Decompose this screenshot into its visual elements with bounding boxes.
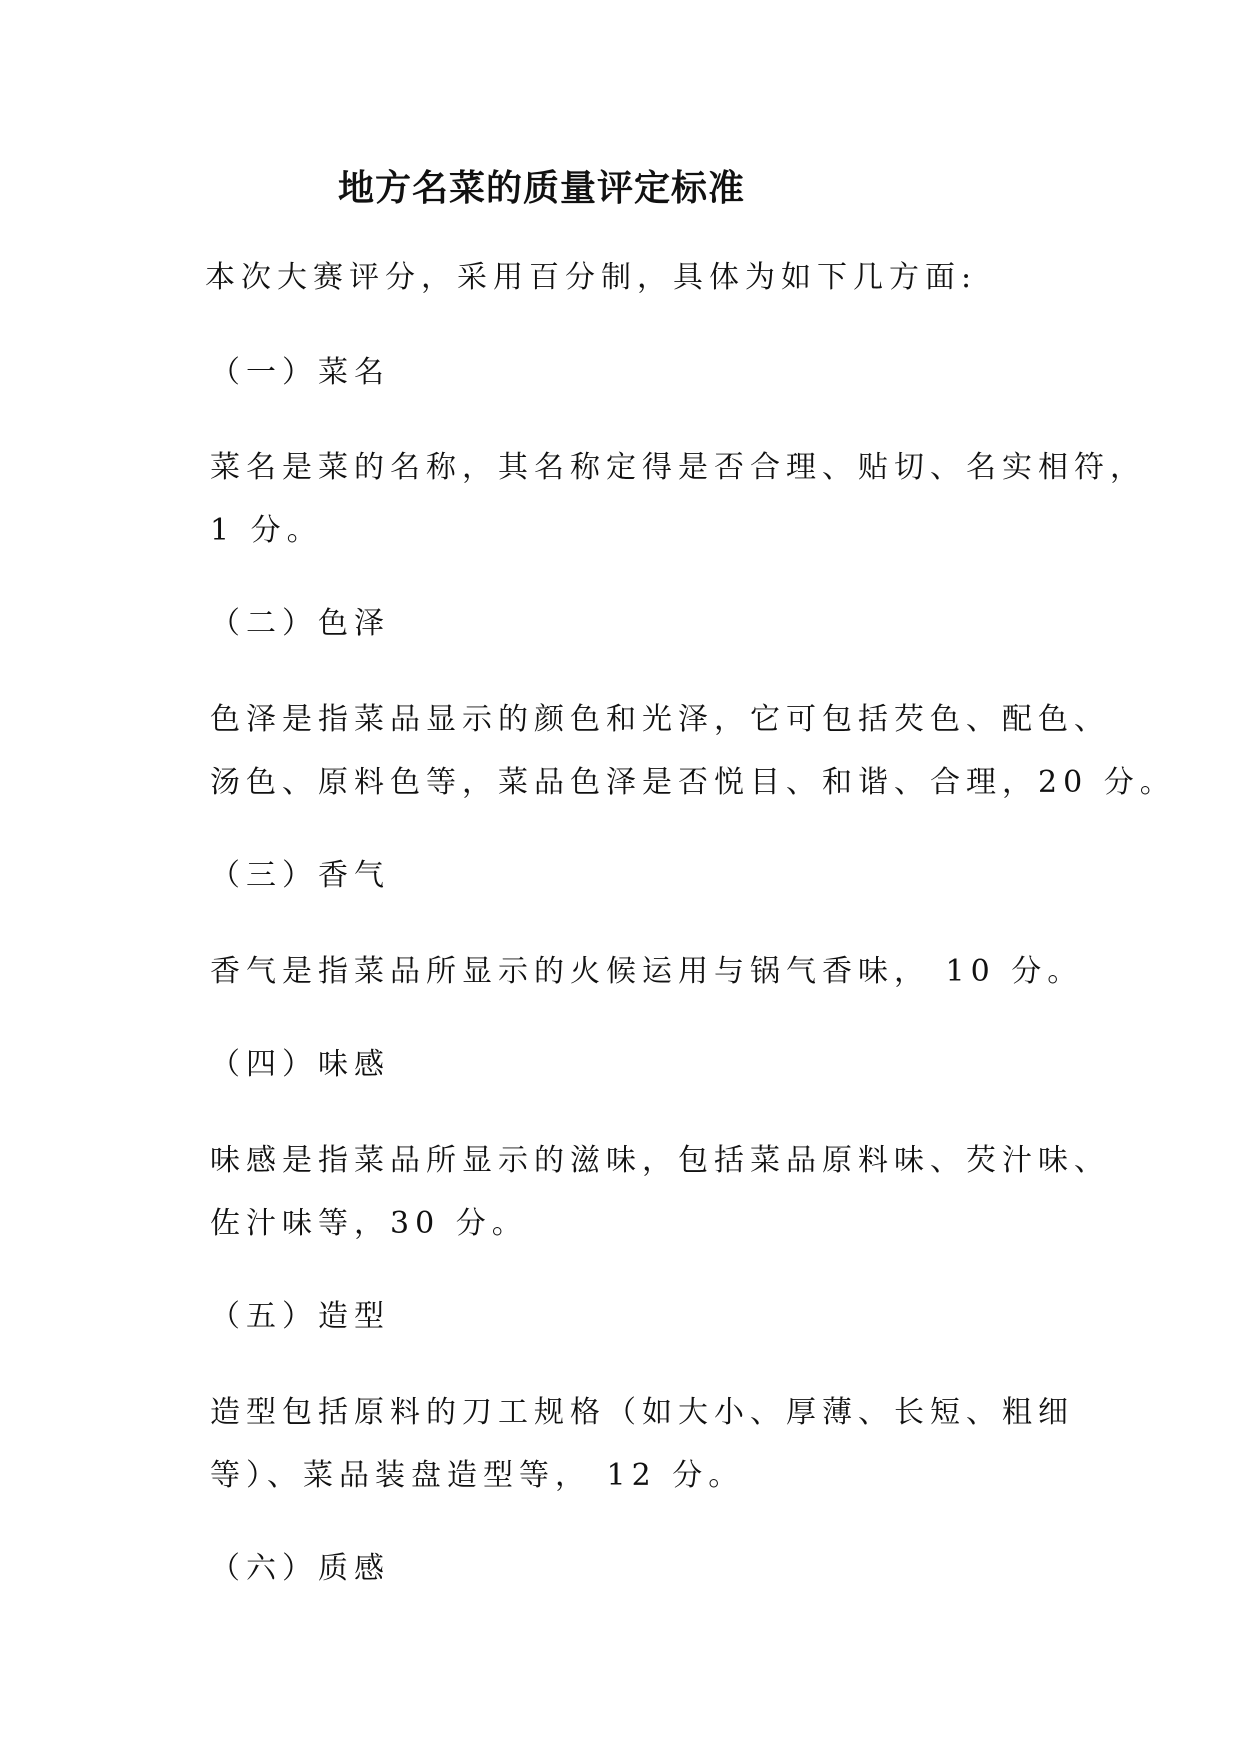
section-5-line-2: 等）、菜品装盘造型等， 12 分。	[210, 1458, 745, 1493]
section-heading-5: （五）造型	[210, 1299, 390, 1334]
document-title: 地方名菜的质量评定标准	[338, 167, 746, 209]
section-4-line-2: 佐汁味等，30 分。	[210, 1206, 528, 1241]
section-5-line-1: 造型包括原料的刀工规格（如大小、厚薄、长短、粗细	[210, 1395, 1074, 1430]
section-3-line-1: 香气是指菜品所显示的火候运用与锅气香味， 10 分。	[210, 954, 1084, 989]
section-1-line-1: 菜名是菜的名称，其名称定得是否合理、贴切、名实相符，	[210, 450, 1146, 485]
intro-paragraph: 本次大赛评分，采用百分制，具体为如下几方面:	[205, 260, 978, 295]
section-2-line-1: 色泽是指菜品显示的颜色和光泽，它可包括芡色、配色、	[210, 702, 1110, 737]
section-2-line-2: 汤色、原料色等，菜品色泽是否悦目、和谐、合理，20 分。	[210, 765, 1176, 800]
section-1-line-2: 1 分。	[210, 513, 323, 548]
section-heading-3: （三）香气	[210, 858, 390, 893]
section-4-line-1: 味感是指菜品所显示的滋味，包括菜品原料味、芡汁味、	[210, 1143, 1110, 1178]
section-heading-6: （六）质感	[210, 1551, 390, 1586]
section-heading-1: （一）菜名	[210, 355, 390, 390]
section-heading-2: （二）色泽	[210, 606, 390, 641]
section-heading-4: （四）味感	[210, 1047, 390, 1082]
